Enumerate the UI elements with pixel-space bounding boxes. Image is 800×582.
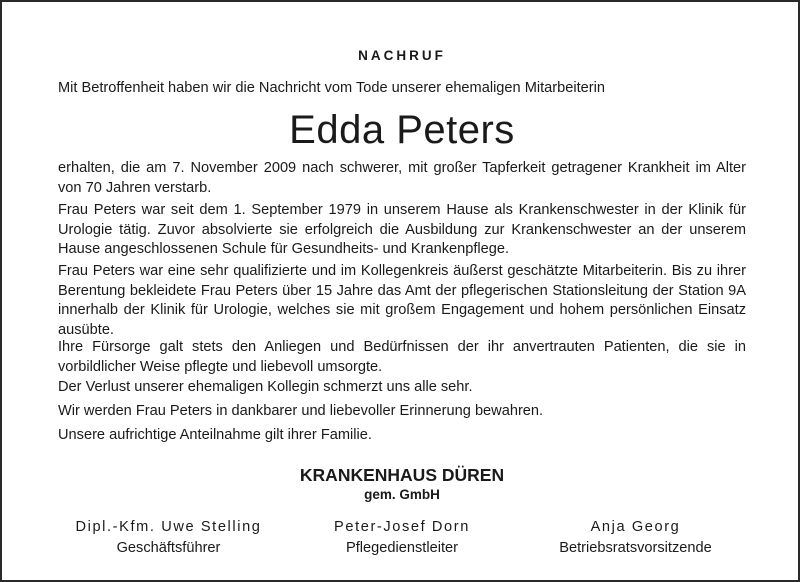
signatory-role: Geschäftsführer xyxy=(116,540,221,556)
deceased-name: Edda Peters xyxy=(289,108,515,152)
signatory-name: Peter-Josef Dorn xyxy=(334,519,470,535)
signatory-role: Pflegedienstleiter xyxy=(346,540,458,556)
signatory-name: Dipl.-Kfm. Uwe Stelling xyxy=(75,519,262,535)
paragraph-death-details: erhalten, die am 7. November 2009 nach schwerer, mit großer Tapferkeit getragener Krankheit im Alter von 70 Jahren verstarb. xyxy=(58,160,746,196)
signatory xyxy=(519,518,752,558)
signatories xyxy=(52,518,752,558)
paragraph-remembrance: Wir werden Frau Peters in dankbarer und liebevoller Erinnerung bewahren. xyxy=(58,403,544,419)
paragraph-loss: Der Verlust unserer ehemaligen Kollegin schmerzt uns alle sehr. xyxy=(58,379,473,395)
notice-heading: NACHRUF xyxy=(358,48,446,63)
signatory-name: Anja Georg xyxy=(590,519,681,535)
paragraph-condolence: Unsere aufrichtige Anteilnahme gilt ihrer Familie. xyxy=(58,427,372,443)
signatory-role: Betriebsratsvorsitzende xyxy=(559,540,712,556)
paragraph-career: Frau Peters war seit dem 1. September 1979 in unserem Hause als Krankenschwester in der Klinik für Urologie tätig. Zuvor absolvierte sie erfolgreich die Ausbildung zur Krankenschwester an der unserem Hause angeschlossenen Schule für Gesundheits- und Krankenpflege. xyxy=(58,202,746,257)
organization-legal-form: gem. GmbH xyxy=(364,487,440,502)
organization-name: KRANKENHAUS DÜREN xyxy=(299,465,505,485)
paragraph-qualification: Frau Peters war eine sehr qualifizierte und im Kollegenkreis äußerst geschätzte Mitarbeiterin. Bis zu ihrer Berentung bekleidete Frau Peters über 15 Jahre das Amt der pflegerischen Stationsleitung der Station 9A innerhalb der Klinik für Urologie, welches sie mit großem Engagement und hohem persönlichen Einsatz ausübte. xyxy=(58,263,746,338)
signatory xyxy=(52,518,285,558)
paragraph-care: Ihre Fürsorge galt stets den Anliegen und Bedürfnissen der ihr anvertrauten Patienten, die sie in vorbildlicher Weise pflegte und liebevoll umsorgte. xyxy=(58,339,746,375)
intro-line: Mit Betroffenheit haben wir die Nachricht vom Tode unserer ehemaligen Mitarbeiterin xyxy=(58,80,606,96)
signatory xyxy=(286,518,519,558)
